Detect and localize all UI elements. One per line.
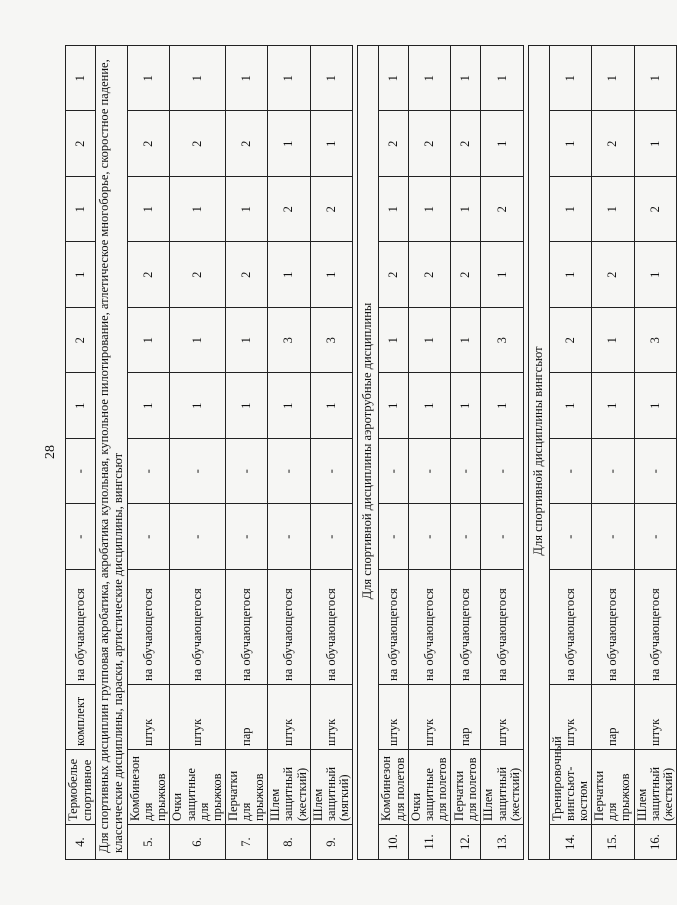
value-cell: 1: [225, 308, 267, 374]
value-cell: 2: [225, 111, 267, 177]
value-cell: 2: [379, 242, 409, 308]
value-cell: 2: [451, 111, 481, 177]
value-cell: 1: [170, 308, 226, 374]
value-cell: 3: [268, 308, 310, 374]
value-cell: 2: [549, 308, 591, 374]
unit-of-measure: штук: [310, 685, 352, 750]
value-cell: 1: [592, 308, 634, 374]
value-cell: 1: [409, 308, 451, 374]
value-cell: 1: [481, 46, 523, 112]
calculation-unit: на обучающегося: [549, 570, 591, 685]
table-row: [225, 46, 267, 860]
value-cell: 1: [592, 46, 634, 112]
value-cell: 1: [268, 111, 310, 177]
value-cell: 1: [549, 242, 591, 308]
value-cell: -: [409, 504, 451, 570]
unit-of-measure: пар: [451, 685, 481, 750]
value-cell: 2: [592, 111, 634, 177]
value-cell: 1: [409, 373, 451, 439]
value-cell: 2: [128, 242, 170, 308]
item-name: Термобелье спортивное: [66, 750, 96, 825]
value-cell: -: [128, 439, 170, 505]
value-cell: 3: [310, 308, 352, 374]
value-cell: 1: [128, 308, 170, 374]
calculation-unit: на обучающегося: [592, 570, 634, 685]
calculation-unit: на обучающегося: [225, 570, 267, 685]
calculation-unit: на обучающегося: [409, 570, 451, 685]
calculation-unit: на обучающегося: [481, 570, 523, 685]
item-name: Шлем защитный (мягкий): [310, 750, 352, 825]
value-cell: 2: [409, 111, 451, 177]
rotated-page: [65, 45, 675, 860]
value-cell: 1: [451, 373, 481, 439]
value-cell: 1: [549, 373, 591, 439]
value-cell: 1: [379, 177, 409, 243]
value-cell: -: [409, 439, 451, 505]
calculation-unit: на обучающегося: [379, 570, 409, 685]
value-cell: 1: [481, 242, 523, 308]
table-row: [409, 46, 451, 860]
unit-of-measure: штук: [634, 685, 676, 750]
row-number: 15.: [592, 825, 634, 860]
section-heading: Для спортивной дисциплины аэротрубные дисциплины: [358, 46, 379, 860]
value-cell: -: [549, 504, 591, 570]
item-name: Комбинезон для полетов: [379, 750, 409, 825]
value-cell: 2: [225, 242, 267, 308]
calculation-unit: на обучающегося: [634, 570, 676, 685]
row-number: 4.: [66, 825, 96, 860]
section-row: [358, 46, 379, 860]
table-row: [481, 46, 523, 860]
value-cell: 1: [128, 373, 170, 439]
value-cell: 1: [634, 111, 676, 177]
value-cell: 2: [170, 111, 226, 177]
value-cell: 1: [634, 242, 676, 308]
table-row: [310, 46, 352, 860]
row-number: 11.: [409, 825, 451, 860]
value-cell: -: [481, 504, 523, 570]
row-number: 10.: [379, 825, 409, 860]
value-cell: -: [451, 439, 481, 505]
item-name: Очки защитные для полетов: [409, 750, 451, 825]
table-row: [634, 46, 676, 860]
value-cell: -: [634, 439, 676, 505]
value-cell: -: [170, 439, 226, 505]
row-number: 14.: [549, 825, 591, 860]
value-cell: 1: [549, 46, 591, 112]
value-cell: 3: [481, 308, 523, 374]
row-number: 12.: [451, 825, 481, 860]
table-row: [592, 46, 634, 860]
value-cell: 1: [66, 46, 96, 112]
value-cell: -: [379, 439, 409, 505]
item-name: Шлем защитный (жесткий): [481, 750, 523, 825]
unit-of-measure: штук: [128, 685, 170, 750]
page-number: 28: [43, 445, 58, 459]
value-cell: 1: [481, 373, 523, 439]
value-cell: 1: [170, 177, 226, 243]
value-cell: 1: [170, 373, 226, 439]
table-row: [66, 46, 96, 860]
value-cell: 1: [310, 373, 352, 439]
value-cell: 1: [379, 46, 409, 112]
value-cell: 2: [409, 242, 451, 308]
value-cell: 1: [128, 46, 170, 112]
table-body: [66, 46, 677, 860]
item-name: Перчатки для прыжков: [225, 750, 267, 825]
row-number: 8.: [268, 825, 310, 860]
item-name: Комбинезон для прыжков: [128, 750, 170, 825]
table-row: [549, 46, 591, 860]
value-cell: -: [66, 439, 96, 505]
value-cell: 2: [592, 242, 634, 308]
value-cell: 1: [409, 177, 451, 243]
item-name: Шлем защитный (жесткий): [268, 750, 310, 825]
value-cell: 1: [409, 46, 451, 112]
item-name: Тренировочный вингсьют-костюм: [549, 750, 591, 825]
value-cell: -: [379, 504, 409, 570]
value-cell: -: [634, 504, 676, 570]
calculation-unit: на обучающегося: [310, 570, 352, 685]
value-cell: 3: [634, 308, 676, 374]
table-row: [128, 46, 170, 860]
table-row: [451, 46, 481, 860]
value-cell: -: [170, 504, 226, 570]
value-cell: 2: [379, 111, 409, 177]
value-cell: 1: [225, 373, 267, 439]
unit-of-measure: штук: [379, 685, 409, 750]
value-cell: 2: [268, 177, 310, 243]
unit-of-measure: пар: [225, 685, 267, 750]
unit-of-measure: комплект: [66, 685, 96, 750]
value-cell: 1: [310, 111, 352, 177]
value-cell: 2: [481, 177, 523, 243]
value-cell: -: [268, 439, 310, 505]
value-cell: 2: [310, 177, 352, 243]
value-cell: -: [310, 439, 352, 505]
value-cell: -: [451, 504, 481, 570]
value-cell: 1: [481, 111, 523, 177]
value-cell: 2: [128, 111, 170, 177]
calculation-unit: на обучающегося: [170, 570, 226, 685]
item-name: Очки защитные для прыжков: [170, 750, 226, 825]
value-cell: 1: [66, 373, 96, 439]
value-cell: -: [66, 504, 96, 570]
unit-of-measure: штук: [409, 685, 451, 750]
value-cell: 2: [66, 111, 96, 177]
value-cell: 2: [634, 177, 676, 243]
table-row: [268, 46, 310, 860]
value-cell: 1: [592, 373, 634, 439]
value-cell: 1: [451, 46, 481, 112]
value-cell: 1: [310, 46, 352, 112]
row-number: 7.: [225, 825, 267, 860]
item-name: Перчатки для прыжков: [592, 750, 634, 825]
table-row: [170, 46, 226, 860]
value-cell: 1: [225, 46, 267, 112]
table-row: [379, 46, 409, 860]
unit-of-measure: штук: [268, 685, 310, 750]
item-name: Шлем защитный (жесткий): [634, 750, 676, 825]
value-cell: -: [128, 504, 170, 570]
row-number: 9.: [310, 825, 352, 860]
section-heading: Для спортивных дисциплин групповая акробатика, акробатика купольная, купольное пилотирование, атлетическое многоборье, скоростное падение, классические дисциплины, параски, артистические дисциплины, вингсьют: [96, 46, 128, 860]
value-cell: -: [549, 439, 591, 505]
unit-of-measure: штук: [481, 685, 523, 750]
value-cell: 2: [66, 308, 96, 374]
calculation-unit: на обучающегося: [66, 570, 96, 685]
value-cell: 1: [225, 177, 267, 243]
value-cell: -: [592, 504, 634, 570]
value-cell: -: [481, 439, 523, 505]
item-name: Перчатки для полетов: [451, 750, 481, 825]
value-cell: -: [592, 439, 634, 505]
value-cell: 1: [634, 46, 676, 112]
value-cell: 1: [268, 373, 310, 439]
value-cell: 2: [170, 242, 226, 308]
unit-of-measure: штук: [170, 685, 226, 750]
calculation-unit: на обучающегося: [451, 570, 481, 685]
section-heading: Для спортивной дисциплины вингсьют: [528, 46, 549, 860]
value-cell: 1: [268, 242, 310, 308]
row-number: 5.: [128, 825, 170, 860]
value-cell: 1: [66, 242, 96, 308]
calculation-unit: на обучающегося: [128, 570, 170, 685]
value-cell: 1: [451, 177, 481, 243]
value-cell: 1: [634, 373, 676, 439]
value-cell: 2: [451, 242, 481, 308]
value-cell: -: [268, 504, 310, 570]
value-cell: 1: [379, 373, 409, 439]
value-cell: 1: [170, 46, 226, 112]
unit-of-measure: пар: [592, 685, 634, 750]
unit-of-measure: штук: [549, 685, 591, 750]
value-cell: 1: [592, 177, 634, 243]
value-cell: 1: [66, 177, 96, 243]
value-cell: -: [310, 504, 352, 570]
row-number: 13.: [481, 825, 523, 860]
value-cell: 1: [128, 177, 170, 243]
value-cell: 1: [549, 177, 591, 243]
value-cell: -: [225, 504, 267, 570]
value-cell: 1: [310, 242, 352, 308]
value-cell: 1: [379, 308, 409, 374]
section-row: [528, 46, 549, 860]
row-number: 6.: [170, 825, 226, 860]
value-cell: 1: [549, 111, 591, 177]
calculation-unit: на обучающегося: [268, 570, 310, 685]
value-cell: 1: [268, 46, 310, 112]
row-number: 16.: [634, 825, 676, 860]
section-row: [96, 46, 128, 860]
equipment-table: [65, 45, 677, 860]
value-cell: 1: [451, 308, 481, 374]
value-cell: -: [225, 439, 267, 505]
